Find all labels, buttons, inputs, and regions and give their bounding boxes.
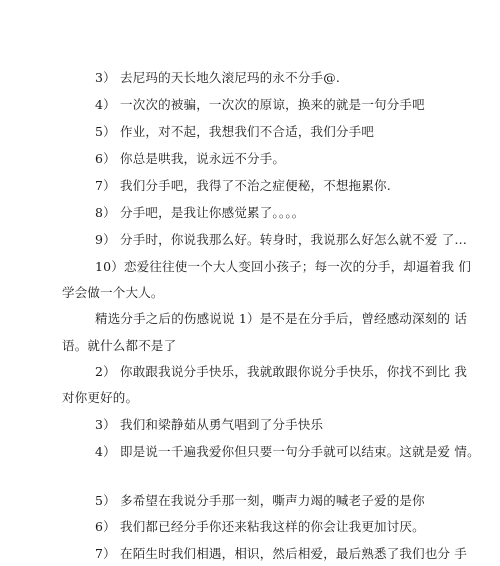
text-line: 4） 一次次的被骗，一次次的原谅，换来的就是一句分手吧 — [95, 97, 425, 112]
text-line: 3） 我们和梁静茹从勇气唱到了分手快乐 — [95, 417, 324, 432]
text-line: 4） 即是说一千遍我爱你但只要一句分手就可以结束。这就是爱 情。 — [95, 444, 480, 459]
text-line: 对你更好的。 — [62, 390, 139, 405]
text-line: 语。就什么都不是了 — [62, 338, 177, 353]
text-line: 8） 分手吧，是我让你感觉累了。。。。 — [95, 205, 305, 220]
text-line: 9） 分手时，你说我那么好。转身时，我说那么好怎么就不爱 了… — [95, 232, 468, 247]
text-line: 6） 你总是哄我，说永远不分手。 — [95, 151, 286, 166]
text-line: 10）恋爱往往使一个大人变回小孩子；每一次的分手，却逼着我 们 — [95, 259, 472, 274]
text-line: 3） 去尼玛的天长地久滚尼玛的永不分手@. — [95, 70, 341, 85]
text-line: 2） 你敢跟我说分手快乐，我就敢跟你说分手快乐，你找不到比 我 — [95, 364, 468, 379]
text-line: 6） 我们都已经分手你还来粘我这样的你会让我更加讨厌。 — [95, 519, 425, 534]
text-line: 精选分手之后的伤感说说 1）是不是在分手后，曾经感动深刻的 话 — [95, 311, 468, 326]
text-line: 5） 作业，对不起，我想我们不合适，我们分手吧 — [95, 124, 375, 139]
text-line: 学会做一个大人。 — [62, 285, 164, 300]
text-line: 5） 多希望在我说分手那一刻，嘶声力竭的喊老子爱的是你 — [95, 493, 425, 508]
text-line: 7） 我们分手吧，我得了不治之症便秘，不想拖累你. — [95, 178, 391, 193]
text-line: 7） 在陌生时我们相遇，相识，然后相爱，最后熟悉了我们也分 手 — [95, 546, 468, 561]
